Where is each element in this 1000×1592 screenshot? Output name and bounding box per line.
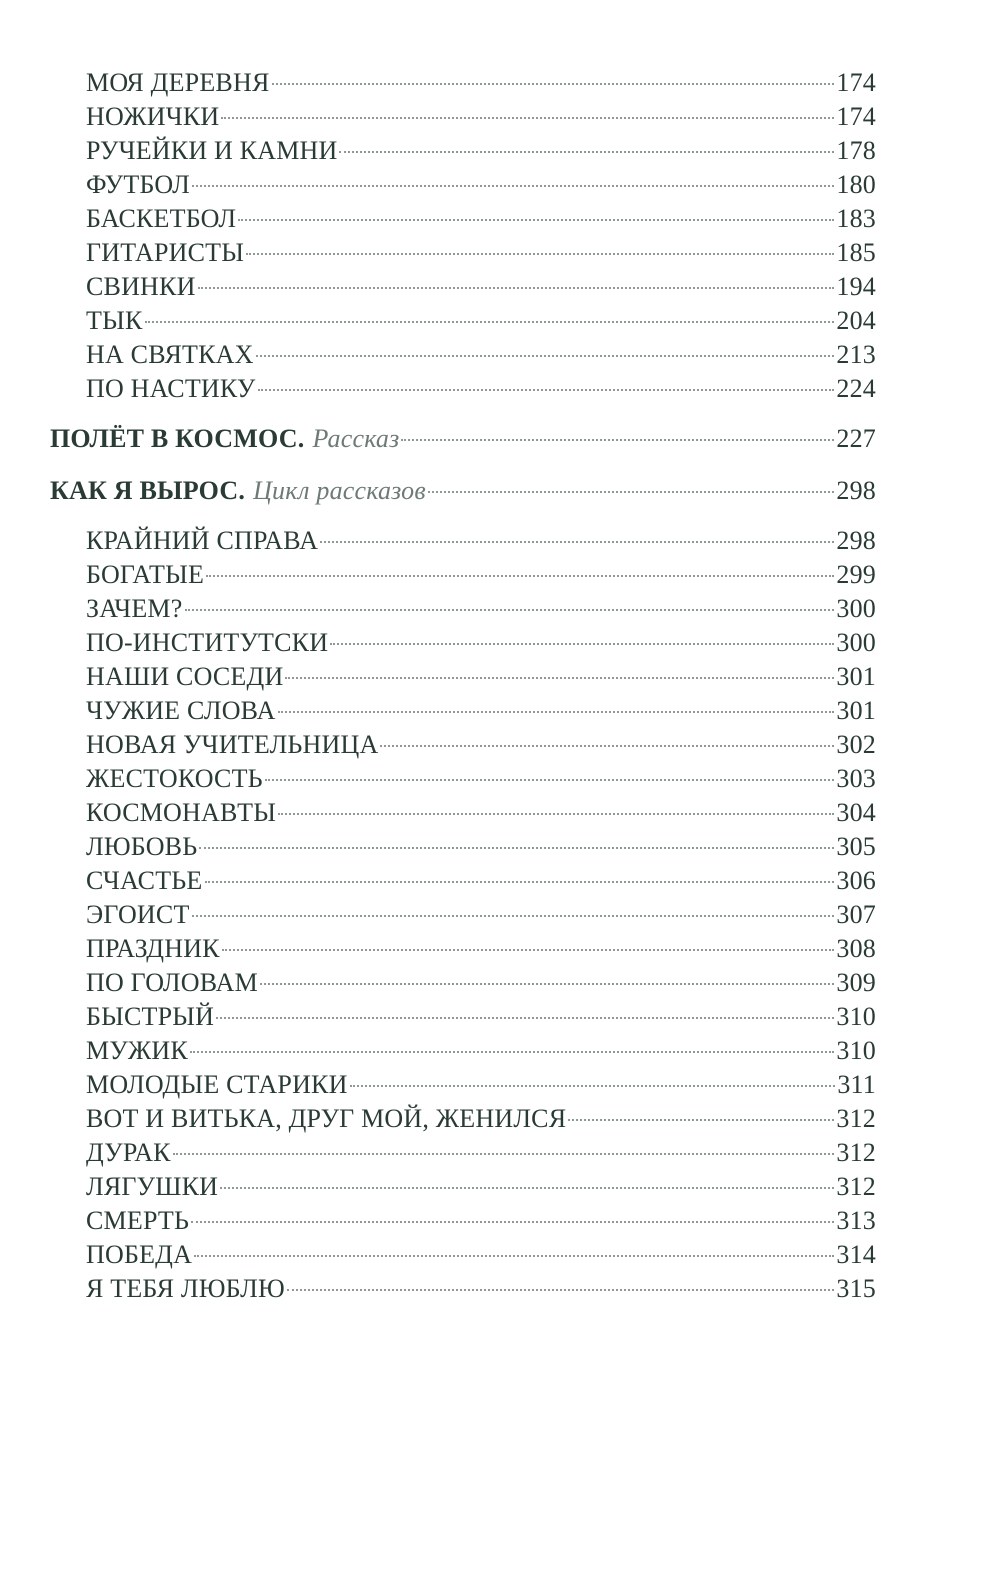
toc-section[interactable] xyxy=(50,474,876,508)
toc-entry-page: 312 xyxy=(836,1138,876,1167)
dot-leader xyxy=(350,1085,836,1087)
toc-entry-title: ПО-ИНСТИТУТСКИ xyxy=(86,628,329,657)
toc-entry-title: ПО НАСТИКУ xyxy=(86,374,256,403)
toc-entry-page: 194 xyxy=(836,272,876,301)
dot-leader xyxy=(256,355,835,357)
toc-entry[interactable] xyxy=(86,1238,876,1272)
toc-entry-title: МОЛОДЫЕ СТАРИКИ xyxy=(86,1070,348,1099)
toc-entry[interactable] xyxy=(86,558,876,592)
toc-entry-title: ПОБЕДА xyxy=(86,1240,193,1269)
toc-entry-title: СЧАСТЬЕ xyxy=(86,866,203,895)
toc-entry[interactable] xyxy=(86,864,876,898)
toc-entry[interactable] xyxy=(86,1272,876,1306)
toc-entry[interactable] xyxy=(86,660,876,694)
toc-entry-page: 306 xyxy=(836,866,876,895)
toc-entry[interactable] xyxy=(86,592,876,626)
toc-entry-page: 311 xyxy=(837,1070,876,1099)
toc-entry[interactable] xyxy=(86,1170,876,1204)
toc-entry[interactable] xyxy=(86,1102,876,1136)
toc-entry-page: 309 xyxy=(836,968,876,997)
toc-entry-page: 313 xyxy=(836,1206,876,1235)
toc-entry-page: 300 xyxy=(836,594,876,623)
dot-leader xyxy=(278,711,835,713)
toc-entry-page: 178 xyxy=(836,136,876,165)
toc-entry-page: 315 xyxy=(836,1274,876,1303)
toc-entry[interactable] xyxy=(86,304,876,338)
toc-entry-title: ЭГОИСТ xyxy=(86,900,190,929)
toc-entry-page: 302 xyxy=(836,730,876,759)
dot-leader xyxy=(272,83,835,85)
toc-entry[interactable] xyxy=(86,236,876,270)
toc-section-page: 227 xyxy=(836,424,876,453)
toc-entry-title: БЫСТРЫЙ xyxy=(86,1002,215,1031)
toc-entry-page: 174 xyxy=(836,68,876,97)
toc-entry-page: 213 xyxy=(836,340,876,369)
toc-entry-title: СВИНКИ xyxy=(86,272,196,301)
toc-section-title: КАК Я ВЫРОС. xyxy=(50,476,246,505)
toc-entry[interactable] xyxy=(86,626,876,660)
toc-entry[interactable] xyxy=(86,168,876,202)
dot-leader xyxy=(220,1187,834,1189)
toc-entry-title: ЛЯГУШКИ xyxy=(86,1172,219,1201)
dot-leader xyxy=(320,541,834,543)
dot-leader xyxy=(221,117,834,119)
dot-leader xyxy=(216,1017,834,1019)
dot-leader xyxy=(401,439,834,441)
toc-entry-page: 298 xyxy=(836,526,876,555)
toc-entry-title: ФУТБОЛ xyxy=(86,170,190,199)
dot-leader xyxy=(198,287,835,289)
dot-leader xyxy=(380,745,834,747)
toc-entry[interactable] xyxy=(86,796,876,830)
toc-entry-page: 183 xyxy=(836,204,876,233)
toc-entry-page: 300 xyxy=(836,628,876,657)
toc-entry[interactable] xyxy=(86,1000,876,1034)
toc-entry-title: ТЫК xyxy=(86,306,143,335)
toc-entry-title: ПО ГОЛОВАМ xyxy=(86,968,258,997)
toc-entry[interactable] xyxy=(86,966,876,1000)
dot-leader xyxy=(238,219,834,221)
toc-entry[interactable] xyxy=(86,1204,876,1238)
dot-leader xyxy=(258,389,835,391)
toc-entry-page: 204 xyxy=(836,306,876,335)
toc-entry-title: ГИТАРИСТЫ xyxy=(86,238,245,267)
toc-entry[interactable] xyxy=(86,1136,876,1170)
toc-entry-page: 301 xyxy=(836,696,876,725)
toc-entry-title: НА СВЯТКАХ xyxy=(86,340,254,369)
dot-leader xyxy=(330,643,834,645)
toc-entry-page: 299 xyxy=(836,560,876,589)
toc-entry-page: 307 xyxy=(836,900,876,929)
toc-entry-title: БАСКЕТБОЛ xyxy=(86,204,237,233)
toc-entry-page: 310 xyxy=(836,1002,876,1031)
toc-entry[interactable] xyxy=(86,338,876,372)
toc-section-subtitle: Цикл рассказов xyxy=(253,476,426,505)
toc-entry-title: МОЯ ДЕРЕВНЯ xyxy=(86,68,270,97)
dot-leader xyxy=(246,253,834,255)
dot-leader xyxy=(285,677,834,679)
toc-entry[interactable] xyxy=(86,932,876,966)
toc-entry[interactable] xyxy=(86,1034,876,1068)
dot-leader xyxy=(265,779,835,781)
toc-entry-title: СМЕРТЬ xyxy=(86,1206,190,1235)
dot-leader xyxy=(191,1221,834,1223)
toc-entry[interactable] xyxy=(86,830,876,864)
toc-entry-title: ПРАЗДНИК xyxy=(86,934,220,963)
dot-leader xyxy=(568,1119,834,1121)
dot-leader xyxy=(222,949,835,951)
dot-leader xyxy=(205,881,835,883)
dot-leader xyxy=(173,1153,835,1155)
dot-leader xyxy=(192,915,835,917)
toc-entry[interactable] xyxy=(86,372,876,406)
toc-entry-page: 301 xyxy=(836,662,876,691)
toc-section[interactable] xyxy=(50,422,876,456)
toc-entry-title: БОГАТЫЕ xyxy=(86,560,205,589)
toc-entry[interactable] xyxy=(86,694,876,728)
toc-entry-title: ЖЕСТОКОСТЬ xyxy=(86,764,263,793)
dot-leader xyxy=(287,1289,834,1291)
toc-entry[interactable] xyxy=(86,202,876,236)
toc-entry[interactable] xyxy=(86,728,876,762)
toc-entry-page: 180 xyxy=(836,170,876,199)
toc-entry-page: 185 xyxy=(836,238,876,267)
toc-entry-title: НАШИ СОСЕДИ xyxy=(86,662,284,691)
toc-entry-title: НОЖИЧКИ xyxy=(86,102,220,131)
toc-entry-page: 224 xyxy=(836,374,876,403)
toc-entry[interactable] xyxy=(86,898,876,932)
toc-entry[interactable] xyxy=(86,524,876,558)
toc-entry-title: РУЧЕЙКИ И КАМНИ xyxy=(86,136,338,165)
toc-entry-page: 312 xyxy=(836,1172,876,1201)
toc-section-title: ПОЛЁТ В КОСМОС. xyxy=(50,424,305,453)
toc-entry-page: 303 xyxy=(836,764,876,793)
toc-entry-page: 308 xyxy=(836,934,876,963)
dot-leader xyxy=(185,609,835,611)
toc-entry-title: КРАЙНИЙ СПРАВА xyxy=(86,526,319,555)
toc-entry-title: Я ТЕБЯ ЛЮБЛЮ xyxy=(86,1274,285,1303)
toc-entry-title: ЗАЧЕМ? xyxy=(86,594,183,623)
toc-entry-title: ВОТ И ВИТЬКА, ДРУГ МОЙ, ЖЕНИЛСЯ xyxy=(86,1104,567,1133)
dot-leader xyxy=(260,983,834,985)
toc-entry-page: 304 xyxy=(836,798,876,827)
toc-entry-title: НОВАЯ УЧИТЕЛЬНИЦА xyxy=(86,730,379,759)
toc-entry-page: 314 xyxy=(836,1240,876,1269)
dot-leader xyxy=(278,813,834,815)
toc-entry-page: 174 xyxy=(836,102,876,131)
toc-entry[interactable] xyxy=(86,1068,876,1102)
dot-leader xyxy=(339,151,834,153)
toc-entry[interactable] xyxy=(86,100,876,134)
toc-entry-page: 312 xyxy=(836,1104,876,1133)
dot-leader xyxy=(145,321,835,323)
dot-leader xyxy=(194,1255,834,1257)
dot-leader xyxy=(428,491,835,493)
toc-entry-title: КОСМОНАВТЫ xyxy=(86,798,277,827)
toc-entry-page: 310 xyxy=(836,1036,876,1065)
toc-entry[interactable] xyxy=(86,66,876,100)
toc-entry-page: 305 xyxy=(836,832,876,861)
toc-entry[interactable] xyxy=(86,270,876,304)
toc-entry[interactable] xyxy=(86,134,876,168)
toc-entry-title: ЛЮБОВЬ xyxy=(86,832,198,861)
dot-leader xyxy=(206,575,834,577)
toc-section-page: 298 xyxy=(836,476,876,505)
dot-leader xyxy=(190,1051,834,1053)
dot-leader xyxy=(192,185,834,187)
toc-entry[interactable] xyxy=(86,762,876,796)
toc-entry-title: ДУРАК xyxy=(86,1138,171,1167)
toc-section-subtitle: Рассказ xyxy=(312,424,400,453)
toc-entry-title: ЧУЖИЕ СЛОВА xyxy=(86,696,276,725)
dot-leader xyxy=(199,847,834,849)
toc-entry-title: МУЖИК xyxy=(86,1036,188,1065)
